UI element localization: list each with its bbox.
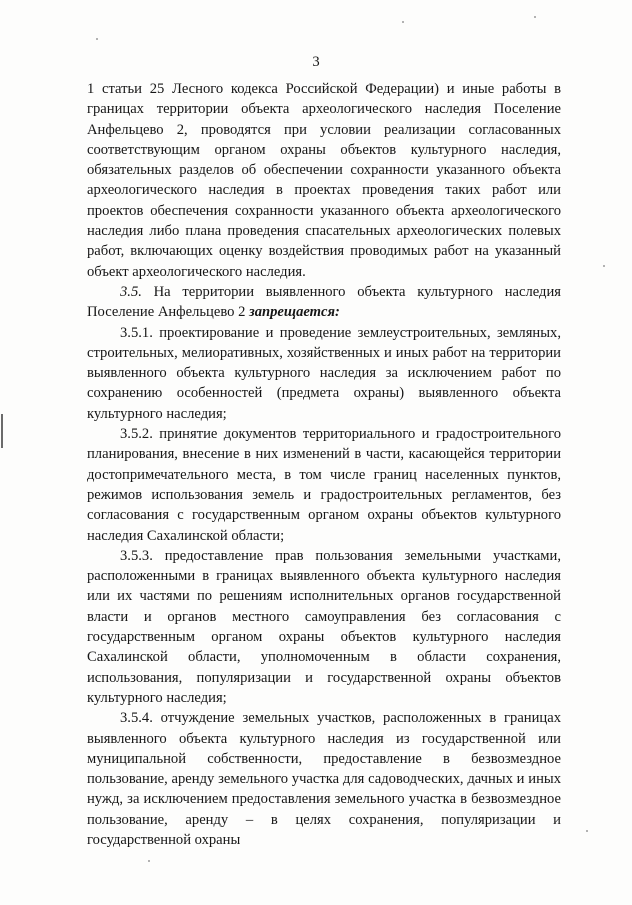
scan-edge-mark bbox=[1, 414, 3, 448]
paragraph-continuation bbox=[87, 79, 561, 282]
clause-text: На территории выявленного объекта культурного наследия Поселение Анфельцево 2 bbox=[87, 283, 561, 321]
scan-speck bbox=[586, 830, 588, 832]
scan-speck bbox=[96, 38, 98, 40]
scan-speck bbox=[148, 860, 150, 862]
document-body bbox=[87, 79, 561, 850]
clause-3-5-1 bbox=[87, 323, 561, 424]
clause-number: 3.5.4. bbox=[120, 710, 153, 727]
clause-number: 3.5.3. bbox=[120, 547, 153, 564]
clause-number: 3.5. bbox=[120, 283, 142, 300]
clause-3-5-2 bbox=[87, 424, 561, 546]
clause-number: 3.5.2. bbox=[120, 426, 153, 443]
clause-text: проектирование и проведение землеустроительных, земляных, строительных, мелиоративных, хозяйственных и иных работ на территории выявленного объекта культурного наследия за исключением работ по сохранению особенностей (предмета охраны) выявленного объекта культурного наследия; bbox=[87, 324, 561, 422]
clause-text: отчуждение земельных участков, расположенных в границах выявленного объекта культурного наследия из государственной или муниципальной собственности, предоставление в безвозмездное пользование, аренду земельного участка для садоводческих, дачных и иных нужд, за исключением предоставления земельного участка в безвозмездное пользование, аренду – в целях сохранения, популяризации и государственной охраны bbox=[87, 710, 561, 848]
clause-3-5 bbox=[87, 282, 561, 323]
paragraph-text: 1 статьи 25 Лесного кодекса Российской Федерации) и иные работы в границах территории объекта археологического наследия Поселение Анфельцево 2, проводятся при условии реализации согласованных соответствующим органом охраны объектов культурного наследия, обязательных разделов об обеспечении сохранности указанного объекта археологического наследия в проектах проведения таких работ или проектов обеспечения сохранности указанного объекта археологического наследия либо плана проведения спасательных археологических полевых работ, включающих оценку воздействия проводимых работ на указанный объект археологического наследия. bbox=[87, 81, 561, 280]
clause-emphasis: запрещается: bbox=[249, 304, 340, 321]
scan-speck bbox=[402, 21, 404, 23]
clause-text: предоставление прав пользования земельными участками, расположенными в границах выявленного объекта культурного наследия или их частями по решениям исполнительных органов государственной власти и органов местного самоуправления без согласования с государственным органом охраны объектов культурного наследия Сахалинской области, уполномоченным в области сохранения, использования, популяризации и государственной охраны объектов культурного наследия; bbox=[87, 547, 561, 706]
clause-number: 3.5.1. bbox=[120, 324, 153, 341]
clause-3-5-4 bbox=[87, 708, 561, 850]
scan-speck bbox=[603, 265, 605, 267]
page-number: 3 bbox=[312, 54, 320, 70]
scan-speck bbox=[534, 16, 536, 18]
clause-text: принятие документов территориального и градостроительного планирования, внесение в них изменений в части, касающейся территории достопримечательного места, в том числе границ населенных пунктов, режимов использования земель и градостроительных регламентов, без согласования с государственным органом охраны объектов культурного наследия Сахалинской области; bbox=[87, 426, 561, 544]
clause-3-5-3 bbox=[87, 546, 561, 708]
